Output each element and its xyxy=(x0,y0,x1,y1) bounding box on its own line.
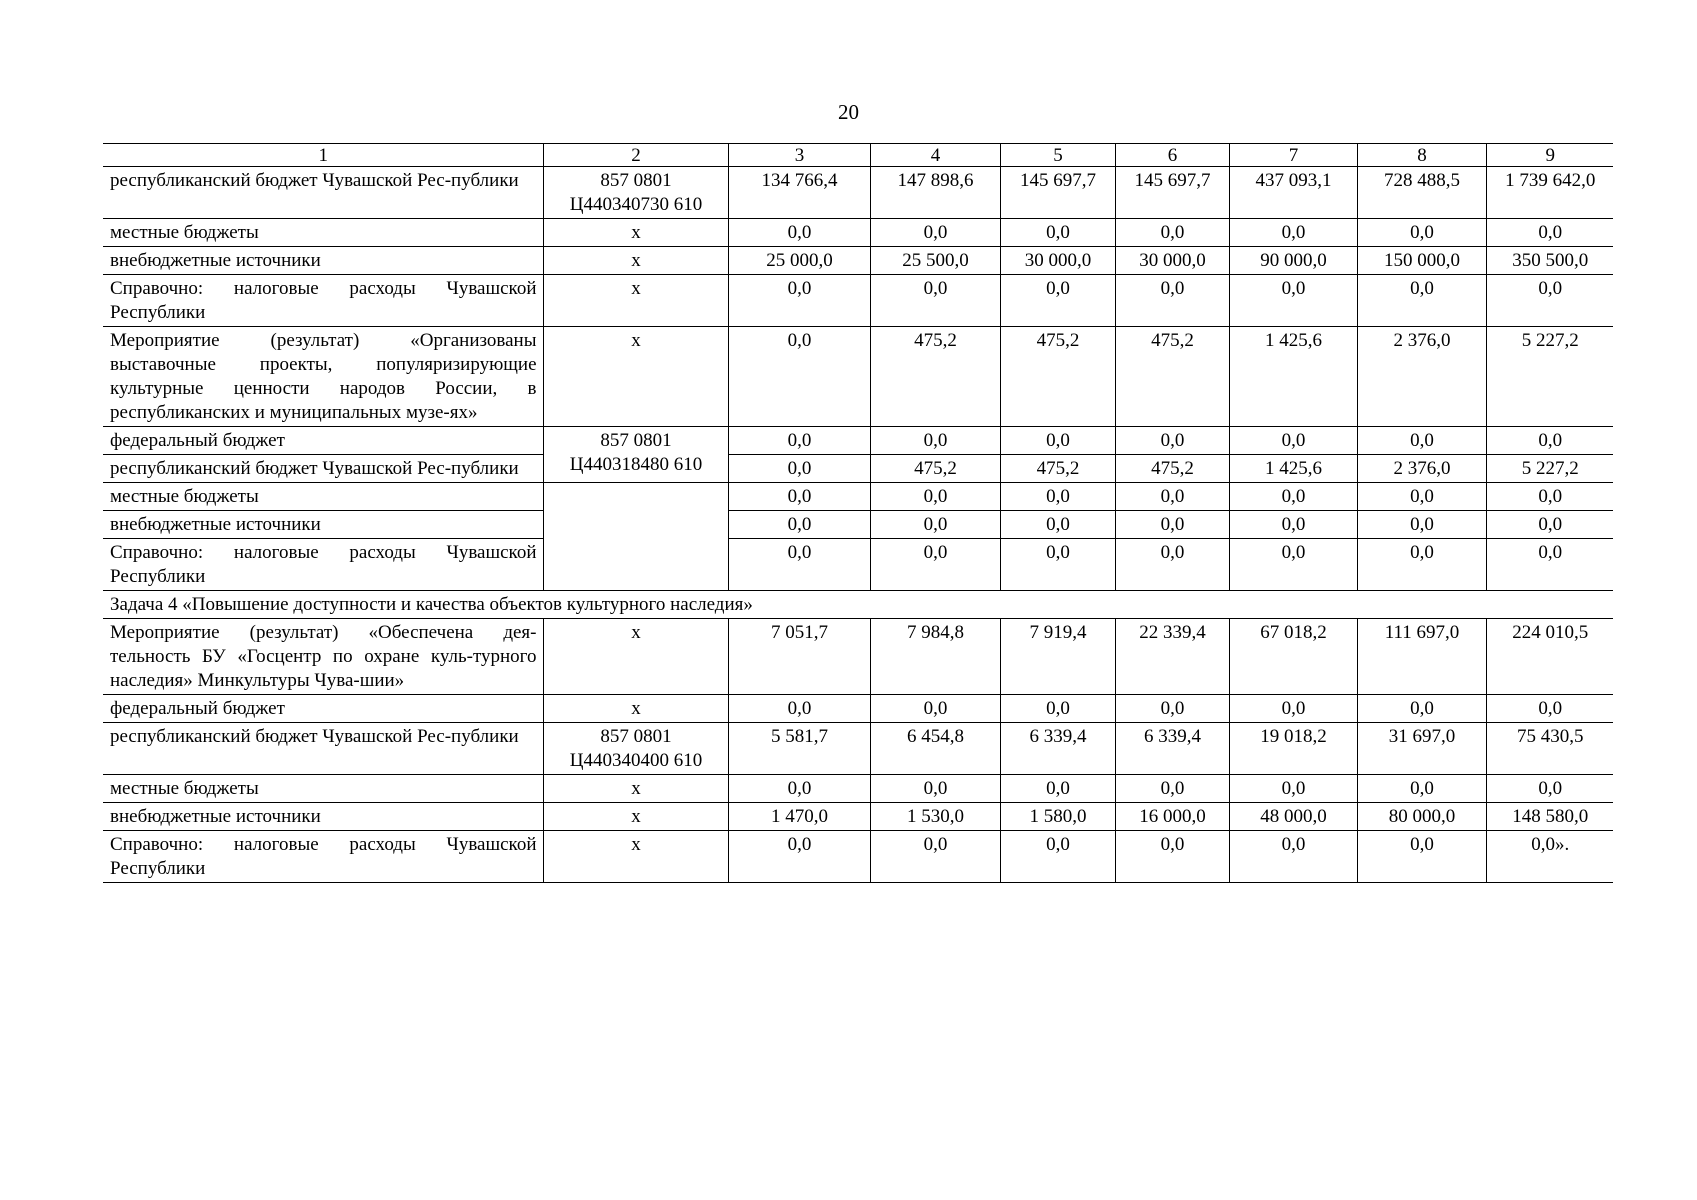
value-cell: 0,0 xyxy=(870,427,1000,455)
table-row xyxy=(103,695,1613,723)
value-cell: 0,0 xyxy=(1115,775,1229,803)
table-row xyxy=(103,455,1613,483)
column-header: 3 xyxy=(728,144,870,167)
row-label: внебюджетные источники xyxy=(103,247,543,275)
value-cell: 1 739 642,0 xyxy=(1486,167,1613,219)
value-cell: 134 766,4 xyxy=(728,167,870,219)
budget-code xyxy=(543,483,728,591)
value-cell: 111 697,0 xyxy=(1357,619,1486,695)
budget-code: х xyxy=(543,695,728,723)
value-cell: 0,0 xyxy=(1229,483,1357,511)
value-cell: 1 425,6 xyxy=(1229,455,1357,483)
value-cell: 0,0 xyxy=(870,511,1000,539)
value-cell: 0,0 xyxy=(1229,539,1357,591)
value-cell: 0,0». xyxy=(1486,831,1613,883)
value-cell: 0,0 xyxy=(1229,831,1357,883)
value-cell: 6 454,8 xyxy=(870,723,1000,775)
value-cell: 475,2 xyxy=(1000,327,1115,427)
budget-code: х xyxy=(543,247,728,275)
value-cell: 1 580,0 xyxy=(1000,803,1115,831)
value-cell: 30 000,0 xyxy=(1115,247,1229,275)
value-cell: 31 697,0 xyxy=(1357,723,1486,775)
value-cell: 0,0 xyxy=(1229,219,1357,247)
value-cell: 2 376,0 xyxy=(1357,327,1486,427)
value-cell: 224 010,5 xyxy=(1486,619,1613,695)
value-cell: 147 898,6 xyxy=(870,167,1000,219)
budget-code: х xyxy=(543,275,728,327)
row-label: республиканский бюджет Чувашской Рес-публики xyxy=(103,723,543,775)
table-row xyxy=(103,619,1613,695)
budget-code: 857 0801 Ц440340730 610 xyxy=(543,167,728,219)
value-cell: 1 425,6 xyxy=(1229,327,1357,427)
value-cell: 0,0 xyxy=(1229,427,1357,455)
value-cell: 0,0 xyxy=(1115,219,1229,247)
column-header: 8 xyxy=(1357,144,1486,167)
value-cell: 0,0 xyxy=(728,539,870,591)
value-cell: 0,0 xyxy=(728,275,870,327)
value-cell: 0,0 xyxy=(1000,831,1115,883)
value-cell: 0,0 xyxy=(1357,219,1486,247)
table-row xyxy=(103,803,1613,831)
value-cell: 0,0 xyxy=(728,511,870,539)
budget-table xyxy=(103,143,1613,883)
value-cell: 0,0 xyxy=(728,483,870,511)
value-cell: 0,0 xyxy=(1486,511,1613,539)
value-cell: 30 000,0 xyxy=(1000,247,1115,275)
row-label: Мероприятие (результат) «Организованы выставочные проекты, популяризирующие культурные ценности народов России, в республиканских и муниципальных музе-ях» xyxy=(103,327,543,427)
value-cell: 0,0 xyxy=(1357,831,1486,883)
task-heading: Задача 4 «Повышение доступности и качества объектов культурного наследия» xyxy=(103,591,1613,619)
value-cell: 0,0 xyxy=(1357,511,1486,539)
value-cell: 0,0 xyxy=(1000,219,1115,247)
value-cell: 0,0 xyxy=(1000,483,1115,511)
value-cell: 475,2 xyxy=(1115,327,1229,427)
value-cell: 7 919,4 xyxy=(1000,619,1115,695)
budget-code: х xyxy=(543,619,728,695)
row-label: федеральный бюджет xyxy=(103,695,543,723)
table-row xyxy=(103,327,1613,427)
row-label: Справочно: налоговые расходы Чувашской Республики xyxy=(103,275,543,327)
value-cell: 25 500,0 xyxy=(870,247,1000,275)
value-cell: 80 000,0 xyxy=(1357,803,1486,831)
value-cell: 0,0 xyxy=(1229,275,1357,327)
value-cell: 0,0 xyxy=(1115,511,1229,539)
value-cell: 0,0 xyxy=(1486,219,1613,247)
value-cell: 0,0 xyxy=(1115,539,1229,591)
row-label: внебюджетные источники xyxy=(103,511,543,539)
task-row xyxy=(103,591,1613,619)
table-row xyxy=(103,775,1613,803)
table-row xyxy=(103,539,1613,591)
value-cell: 1 530,0 xyxy=(870,803,1000,831)
row-label: местные бюджеты xyxy=(103,483,543,511)
column-header: 1 xyxy=(103,144,543,167)
value-cell: 6 339,4 xyxy=(1000,723,1115,775)
column-header: 7 xyxy=(1229,144,1357,167)
value-cell: 0,0 xyxy=(870,695,1000,723)
value-cell: 0,0 xyxy=(1115,427,1229,455)
value-cell: 475,2 xyxy=(1000,455,1115,483)
value-cell: 0,0 xyxy=(1357,483,1486,511)
table-row xyxy=(103,483,1613,511)
row-label: внебюджетные источники xyxy=(103,803,543,831)
value-cell: 0,0 xyxy=(870,539,1000,591)
value-cell: 350 500,0 xyxy=(1486,247,1613,275)
row-label: республиканский бюджет Чувашской Рес-публики xyxy=(103,455,543,483)
value-cell: 5 227,2 xyxy=(1486,455,1613,483)
table-row xyxy=(103,167,1613,219)
value-cell: 150 000,0 xyxy=(1357,247,1486,275)
value-cell: 0,0 xyxy=(1486,775,1613,803)
value-cell: 0,0 xyxy=(1486,275,1613,327)
row-label: республиканский бюджет Чувашской Рес-публики xyxy=(103,167,543,219)
value-cell: 5 581,7 xyxy=(728,723,870,775)
budget-code: х xyxy=(543,327,728,427)
column-header: 9 xyxy=(1486,144,1613,167)
value-cell: 0,0 xyxy=(1000,695,1115,723)
value-cell: 0,0 xyxy=(1229,695,1357,723)
value-cell: 475,2 xyxy=(870,327,1000,427)
value-cell: 475,2 xyxy=(1115,455,1229,483)
value-cell: 0,0 xyxy=(728,327,870,427)
row-label: Мероприятие (результат) «Обеспечена дея-тельность БУ «Госцентр по охране куль-турного наследия» Минкультуры Чува-шии» xyxy=(103,619,543,695)
value-cell: 0,0 xyxy=(870,275,1000,327)
value-cell: 0,0 xyxy=(728,455,870,483)
row-label: Справочно: налоговые расходы Чувашской Республики xyxy=(103,831,543,883)
table-row xyxy=(103,275,1613,327)
budget-code: х xyxy=(543,775,728,803)
row-label: местные бюджеты xyxy=(103,219,543,247)
value-cell: 1 470,0 xyxy=(728,803,870,831)
header-row xyxy=(103,144,1613,167)
value-cell: 728 488,5 xyxy=(1357,167,1486,219)
value-cell: 0,0 xyxy=(1357,427,1486,455)
value-cell: 0,0 xyxy=(1229,511,1357,539)
budget-code: х xyxy=(543,803,728,831)
value-cell: 6 339,4 xyxy=(1115,723,1229,775)
value-cell: 90 000,0 xyxy=(1229,247,1357,275)
table-row xyxy=(103,427,1613,455)
column-header: 2 xyxy=(543,144,728,167)
value-cell: 2 376,0 xyxy=(1357,455,1486,483)
row-label: местные бюджеты xyxy=(103,775,543,803)
row-label: Справочно: налоговые расходы Чувашской Республики xyxy=(103,539,543,591)
value-cell: 145 697,7 xyxy=(1115,167,1229,219)
value-cell: 0,0 xyxy=(1486,695,1613,723)
table-row xyxy=(103,247,1613,275)
value-cell: 0,0 xyxy=(1229,775,1357,803)
table-row xyxy=(103,831,1613,883)
value-cell: 0,0 xyxy=(1115,275,1229,327)
value-cell: 0,0 xyxy=(1115,695,1229,723)
value-cell: 0,0 xyxy=(1000,539,1115,591)
value-cell: 67 018,2 xyxy=(1229,619,1357,695)
value-cell: 7 051,7 xyxy=(728,619,870,695)
value-cell: 0,0 xyxy=(870,775,1000,803)
value-cell: 16 000,0 xyxy=(1115,803,1229,831)
value-cell: 48 000,0 xyxy=(1229,803,1357,831)
value-cell: 0,0 xyxy=(1357,695,1486,723)
value-cell: 0,0 xyxy=(1486,483,1613,511)
table-row xyxy=(103,511,1613,539)
column-header: 4 xyxy=(870,144,1000,167)
row-label: федеральный бюджет xyxy=(103,427,543,455)
value-cell: 0,0 xyxy=(728,219,870,247)
value-cell: 0,0 xyxy=(1357,775,1486,803)
table-row xyxy=(103,219,1613,247)
value-cell: 0,0 xyxy=(1115,483,1229,511)
value-cell: 22 339,4 xyxy=(1115,619,1229,695)
value-cell: 25 000,0 xyxy=(728,247,870,275)
value-cell: 0,0 xyxy=(1357,275,1486,327)
column-header: 6 xyxy=(1115,144,1229,167)
value-cell: 0,0 xyxy=(1115,831,1229,883)
value-cell: 148 580,0 xyxy=(1486,803,1613,831)
value-cell: 0,0 xyxy=(1000,275,1115,327)
value-cell: 0,0 xyxy=(728,695,870,723)
value-cell: 145 697,7 xyxy=(1000,167,1115,219)
column-header: 5 xyxy=(1000,144,1115,167)
value-cell: 0,0 xyxy=(1357,539,1486,591)
page-number: 20 xyxy=(838,100,859,124)
value-cell: 0,0 xyxy=(1000,775,1115,803)
value-cell: 0,0 xyxy=(870,219,1000,247)
budget-code: х xyxy=(543,831,728,883)
value-cell: 0,0 xyxy=(1000,511,1115,539)
value-cell: 475,2 xyxy=(870,455,1000,483)
value-cell: 0,0 xyxy=(728,775,870,803)
value-cell: 0,0 xyxy=(1486,427,1613,455)
value-cell: 0,0 xyxy=(870,483,1000,511)
value-cell: 0,0 xyxy=(728,831,870,883)
value-cell: 0,0 xyxy=(870,831,1000,883)
budget-code: х xyxy=(543,219,728,247)
value-cell: 437 093,1 xyxy=(1229,167,1357,219)
value-cell: 0,0 xyxy=(1000,427,1115,455)
value-cell: 0,0 xyxy=(728,427,870,455)
budget-code: 857 0801 Ц440318480 610 xyxy=(543,427,728,483)
table-row xyxy=(103,723,1613,775)
budget-code: 857 0801 Ц440340400 610 xyxy=(543,723,728,775)
value-cell: 19 018,2 xyxy=(1229,723,1357,775)
value-cell: 75 430,5 xyxy=(1486,723,1613,775)
value-cell: 7 984,8 xyxy=(870,619,1000,695)
value-cell: 0,0 xyxy=(1486,539,1613,591)
value-cell: 5 227,2 xyxy=(1486,327,1613,427)
